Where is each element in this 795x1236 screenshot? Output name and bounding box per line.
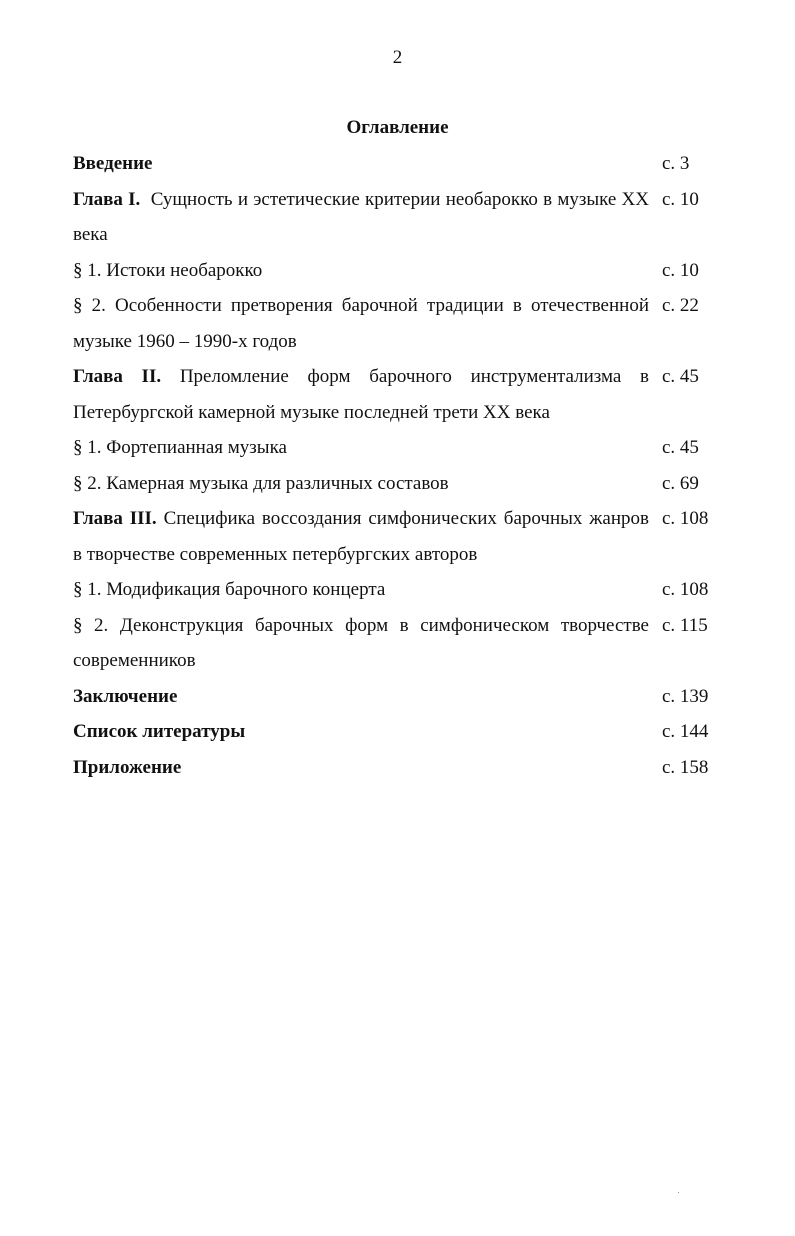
toc-entry-page: с. 115	[662, 614, 708, 636]
toc-entry-title: § 2. Камерная музыка для различных составов	[73, 472, 449, 494]
scan-speck	[678, 1192, 679, 1193]
table-of-contents	[73, 146, 723, 785]
toc-entry-page: с. 108	[662, 579, 709, 600]
toc-entry-page: с. 69	[662, 472, 699, 494]
toc-entry-title: § 1. Истоки необарокко	[73, 259, 263, 281]
toc-entry-title: Приложение	[73, 756, 182, 778]
toc-entry-title: Сущность и эстетические критерии необарокко в музыке XX века	[73, 188, 649, 245]
toc-entry-title: Специфика воссоздания симфонических барочных жанров в творчестве современных петербургских авторов	[73, 508, 649, 565]
toc-entry-title: § 1. Модификация барочного концерта	[73, 579, 386, 600]
toc-entry-chapter-3-section-1[interactable]	[73, 572, 723, 608]
toc-entry-page: с. 158	[662, 756, 709, 778]
toc-entry-page: с. 144	[662, 721, 709, 742]
toc-entry-chapter-2[interactable]	[73, 359, 723, 430]
toc-heading: Оглавление	[346, 117, 449, 138]
toc-entry-chapter-3[interactable]	[73, 501, 723, 572]
toc-entry-title: § 2. Особенности претворения барочной традиции в отечественной музыке 1960 – 1990-х годов	[73, 295, 649, 352]
toc-entry-title: § 1. Фортепианная музыка	[73, 437, 287, 458]
toc-entry-title: Заключение	[73, 685, 178, 707]
toc-entry-title: Список литературы	[73, 721, 246, 742]
page-number: 2	[392, 47, 403, 68]
toc-entry-introduction[interactable]	[73, 146, 723, 182]
toc-entry-chapter-2-section-2[interactable]	[73, 466, 723, 502]
toc-entry-title: Преломление форм барочного инструментализма в Петербургской камерной музыке последней трети XX века	[73, 366, 650, 423]
toc-entry-label: Глава I.	[73, 188, 141, 210]
toc-entry-title: § 2. Деконструкция барочных форм в симфоническом творчестве современников	[73, 614, 649, 671]
toc-entry-page: с. 45	[662, 437, 699, 458]
toc-entry-chapter-1-section-1[interactable]	[73, 253, 723, 289]
toc-entry-page: с. 108	[662, 508, 709, 529]
toc-entry-label: Глава II.	[73, 366, 162, 387]
toc-entry-chapter-3-section-2[interactable]	[73, 608, 723, 679]
toc-entry-chapter-2-section-1[interactable]	[73, 430, 723, 466]
toc-entry-page: с. 3	[662, 153, 690, 174]
toc-entry-label: Глава III.	[73, 508, 157, 529]
toc-entry-page: с. 10	[662, 259, 699, 281]
toc-entry-appendix[interactable]	[73, 750, 723, 786]
toc-entry-chapter-1-section-2[interactable]	[73, 288, 723, 359]
toc-entry-page: с. 45	[662, 366, 699, 387]
toc-entry-chapter-1[interactable]	[73, 182, 723, 253]
toc-entry-conclusion[interactable]	[73, 679, 723, 715]
toc-entry-page: с. 10	[662, 188, 699, 210]
toc-entry-bibliography[interactable]	[73, 714, 723, 750]
toc-entry-page: с. 22	[662, 295, 699, 316]
toc-entry-page: с. 139	[662, 685, 709, 707]
toc-entry-title: Введение	[73, 153, 153, 174]
